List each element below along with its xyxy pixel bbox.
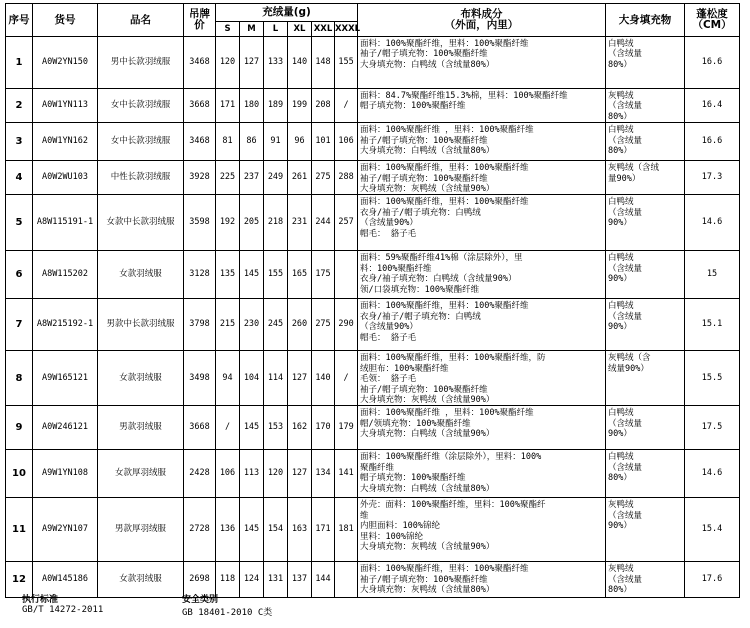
row-size-value: 245 [264,299,288,351]
row-fabric: 外壳：面料：100%聚酯纤维，里料：100%聚酯纤 维 内胆面料：100%锦纶 里料：100%锦纶 大身填充物：灰鸭绒（含绒量90%） [358,498,606,562]
row-size-value: 171 [312,498,335,562]
row-filling: 白鸭绒 （含绒量 80%） [606,123,685,161]
row-size-value: 180 [240,89,264,123]
header-code: 货号 [33,4,98,37]
row-fabric: 面料：100%聚酯纤维（涂层除外），里料：100% 聚酯纤维 帽子填充物：100%聚酯纤维 大身填充物：白鸭绒（含绒量80%） [358,450,606,498]
standard-label: 执行标准 [22,595,59,605]
row-size-value: 145 [240,406,264,450]
row-name: 女款羽绒服 [98,562,184,598]
header-fabric: 布料成分 （外面，内里） [358,4,606,37]
row-fluffiness: 15.5 [685,351,740,406]
header-size-xxxl: XXXL [335,22,358,37]
safety-value: GB 18401-2010 C类 [182,608,273,618]
row-size-value [335,251,358,299]
row-filling: 灰鸭绒 （含绒量 80%） [606,89,685,123]
table-row [6,450,740,498]
row-size-value: 120 [264,450,288,498]
footer-safety [182,592,272,618]
row-code: A0W1YN113 [33,89,98,123]
header-price: 吊牌价 [184,4,216,37]
row-filling: 白鸭绒 （含绒量 80%） [606,37,685,89]
row-size-value: 199 [288,89,312,123]
row-price: 2698 [184,562,216,598]
row-size-value: 225 [216,161,240,195]
safety-label: 安全类别 [182,595,219,605]
row-size-value [335,562,358,598]
row-size-value: 104 [240,351,264,406]
row-index: 9 [6,406,33,450]
row-filling: 灰鸭绒（含 绒量90%） [606,351,685,406]
row-name: 中性长款羽绒服 [98,161,184,195]
table-row [6,562,740,598]
row-name: 女款厚羽绒服 [98,450,184,498]
row-name: 男款中长款羽绒服 [98,299,184,351]
row-code: A0W2WU103 [33,161,98,195]
product-spec-table [5,3,740,598]
row-size-value: / [335,351,358,406]
row-size-value: 86 [240,123,264,161]
row-index: 8 [6,351,33,406]
row-code: A8W215192-1 [33,299,98,351]
header-size-xxl: XXL [312,22,335,37]
row-fabric: 面料：100%聚酯纤维，里料：100%聚酯纤维 袖子/帽子填充物：100%聚酯纤维 大身填充物：灰鸭绒（含绒量80%） [358,562,606,598]
row-index: 2 [6,89,33,123]
row-fluffiness: 17.3 [685,161,740,195]
row-price: 3498 [184,351,216,406]
row-price: 3128 [184,251,216,299]
row-index: 4 [6,161,33,195]
row-size-value: 113 [240,450,264,498]
header-name: 品名 [98,4,184,37]
row-name: 女款中长款羽绒服 [98,195,184,251]
row-size-value: 137 [288,562,312,598]
row-index: 1 [6,37,33,89]
table-row [6,351,740,406]
standard-value: GB/T 14272-2011 [22,605,104,615]
row-size-value: 134 [312,450,335,498]
row-size-value: 106 [335,123,358,161]
row-size-value: 124 [240,562,264,598]
row-index: 6 [6,251,33,299]
header-size-l: L [264,22,288,37]
row-fluffiness: 16.6 [685,123,740,161]
row-index: 7 [6,299,33,351]
row-size-value: 94 [216,351,240,406]
row-fluffiness: 15.4 [685,498,740,562]
table-row [6,251,740,299]
row-fabric: 面料：100%聚酯纤维，里料：100%聚酯纤维 衣身/袖子/帽子填充物：白鸭绒 （含绒量90%） 帽毛： 貉子毛 [358,299,606,351]
table-row [6,161,740,195]
table-row [6,498,740,562]
row-size-value: 131 [264,562,288,598]
row-name: 女款羽绒服 [98,351,184,406]
row-price: 3468 [184,37,216,89]
row-filling: 白鸭绒 （含绒量 90%） [606,251,685,299]
row-code: A0W246121 [33,406,98,450]
table-row [6,37,740,89]
row-price: 3468 [184,123,216,161]
row-price: 3668 [184,406,216,450]
row-fabric: 面料：100%聚酯纤维，里料：100%聚酯纤维 衣身/袖子/帽子填充物：白鸭绒 （含绒量90%） 帽毛： 貉子毛 [358,195,606,251]
row-size-value: 120 [216,37,240,89]
row-size-value: 275 [312,299,335,351]
row-size-value: 189 [264,89,288,123]
row-code: A8W115191-1 [33,195,98,251]
row-size-value: 275 [312,161,335,195]
row-index: 11 [6,498,33,562]
row-fluffiness: 16.4 [685,89,740,123]
row-code: A0W145186 [33,562,98,598]
row-fluffiness: 15 [685,251,740,299]
row-price: 3798 [184,299,216,351]
row-size-value: 140 [312,351,335,406]
row-fabric: 面料：100%聚酯纤维 ，里料：100%聚酯纤维 帽/领填充物：100%聚酯纤维 大身填充物：白鸭绒（含绒量90%） [358,406,606,450]
row-name: 女中长款羽绒服 [98,123,184,161]
row-size-value: 179 [335,406,358,450]
row-size-value: 260 [288,299,312,351]
row-size-value: 96 [288,123,312,161]
row-size-value: 144 [312,562,335,598]
row-size-value: 136 [216,498,240,562]
row-size-value: 163 [288,498,312,562]
row-filling: 白鸭绒 （含绒量 80%） [606,450,685,498]
row-fluffiness: 14.6 [685,195,740,251]
row-filling: 灰鸭绒（含绒 量90%） [606,161,685,195]
row-price: 3928 [184,161,216,195]
row-size-value: 153 [264,406,288,450]
row-name: 女中长款羽绒服 [98,89,184,123]
row-size-value: 257 [335,195,358,251]
row-size-value: 170 [312,406,335,450]
row-price: 2728 [184,498,216,562]
header-down-amount: 充绒量(g) [216,4,358,22]
row-code: A9W2YN107 [33,498,98,562]
row-fabric: 面料：59%聚酯纤维41%棉（涂层除外），里 料：100%聚酯纤维 衣身/袖子填充物：白鸭绒（含绒量90%） 领/口袋填充物：100%聚酯纤维 [358,251,606,299]
row-size-value: 249 [264,161,288,195]
row-index: 5 [6,195,33,251]
row-fabric: 面料：100%聚酯纤维，里料：100%聚酯纤维 袖子/帽子填充物：100%聚酯纤维 大身填充物：灰鸭绒（含绒量90%） [358,161,606,195]
row-fluffiness: 14.6 [685,450,740,498]
row-size-value: 106 [216,450,240,498]
row-size-value: 135 [216,251,240,299]
row-size-value: 162 [288,406,312,450]
row-fluffiness: 15.1 [685,299,740,351]
header-size-m: M [240,22,264,37]
row-size-value: 208 [312,89,335,123]
row-index: 12 [6,562,33,598]
row-fabric: 面料：84.7%聚酯纤维15.3%棉，里料：100%聚酯纤维 帽子填充物：100%聚酯纤维 [358,89,606,123]
row-fabric: 面料：100%聚酯纤维，里料：100%聚酯纤维 袖子/帽子填充物：100%聚酯纤维 大身填充物：白鸭绒（含绒量80%） [358,37,606,89]
row-size-value: 154 [264,498,288,562]
row-size-value: 91 [264,123,288,161]
row-size-value: 244 [312,195,335,251]
header-size-s: S [216,22,240,37]
row-filling: 灰鸭绒 （含绒量 80%） [606,562,685,598]
row-size-value: 181 [335,498,358,562]
row-code: A9W1YN108 [33,450,98,498]
row-index: 3 [6,123,33,161]
row-filling: 白鸭绒 （含绒量 90%） [606,406,685,450]
row-size-value: 140 [288,37,312,89]
row-filling: 灰鸭绒 （含绒量 90%） [606,498,685,562]
row-size-value: 127 [288,351,312,406]
row-size-value: 288 [335,161,358,195]
row-size-value: 81 [216,123,240,161]
row-code: A0W1YN162 [33,123,98,161]
row-size-value: / [216,406,240,450]
row-name: 男中长款羽绒服 [98,37,184,89]
header-filling: 大身填充物 [606,4,685,37]
row-price: 2428 [184,450,216,498]
row-size-value: 155 [264,251,288,299]
row-size-value: 261 [288,161,312,195]
row-size-value: 155 [335,37,358,89]
row-name: 男款厚羽绒服 [98,498,184,562]
row-fluffiness: 16.6 [685,37,740,89]
row-size-value: 205 [240,195,264,251]
row-price: 3598 [184,195,216,251]
table-row [6,406,740,450]
row-filling: 白鸭绒 （含绒量 90%） [606,299,685,351]
row-name: 男款羽绒服 [98,406,184,450]
row-code: A8W115202 [33,251,98,299]
row-fluffiness: 17.6 [685,562,740,598]
row-size-value: 171 [216,89,240,123]
table-row [6,89,740,123]
row-size-value: 114 [264,351,288,406]
row-size-value: 165 [288,251,312,299]
row-size-value: 231 [288,195,312,251]
row-size-value: 192 [216,195,240,251]
row-code: A9W165121 [33,351,98,406]
row-code: A0W2YN150 [33,37,98,89]
row-size-value: 118 [216,562,240,598]
row-size-value: 101 [312,123,335,161]
header-index: 序号 [6,4,33,37]
row-size-value: 133 [264,37,288,89]
table-row [6,195,740,251]
row-size-value: 218 [264,195,288,251]
row-size-value: 237 [240,161,264,195]
row-size-value: 175 [312,251,335,299]
row-size-value: 127 [240,37,264,89]
row-size-value: 215 [216,299,240,351]
row-size-value: 141 [335,450,358,498]
header-size-xl: XL [288,22,312,37]
row-size-value: 290 [335,299,358,351]
row-size-value: 127 [288,450,312,498]
row-size-value: 230 [240,299,264,351]
row-index: 10 [6,450,33,498]
table-row [6,299,740,351]
row-size-value: / [335,89,358,123]
row-name: 女款羽绒服 [98,251,184,299]
header-fluffiness: 蓬松度 （CM） [685,4,740,37]
footer-standard [22,592,103,615]
row-size-value: 145 [240,498,264,562]
row-filling: 白鸭绒 （含绒量 90%） [606,195,685,251]
row-fabric: 面料：100%聚酯纤维 ，里料：100%聚酯纤维 袖子/帽子填充物：100%聚酯纤维 大身填充物：白鸭绒（含绒量80%） [358,123,606,161]
row-fabric: 面料：100%聚酯纤维，里料：100%聚酯纤维，防 绒胆布：100%聚酯纤维 毛领： 貉子毛 袖子/帽子填充物：100%聚酯纤维 大身填充物：灰鸭绒（含绒量90%） [358,351,606,406]
row-size-value: 145 [240,251,264,299]
table-row [6,123,740,161]
row-size-value: 148 [312,37,335,89]
row-price: 3668 [184,89,216,123]
row-fluffiness: 17.5 [685,406,740,450]
